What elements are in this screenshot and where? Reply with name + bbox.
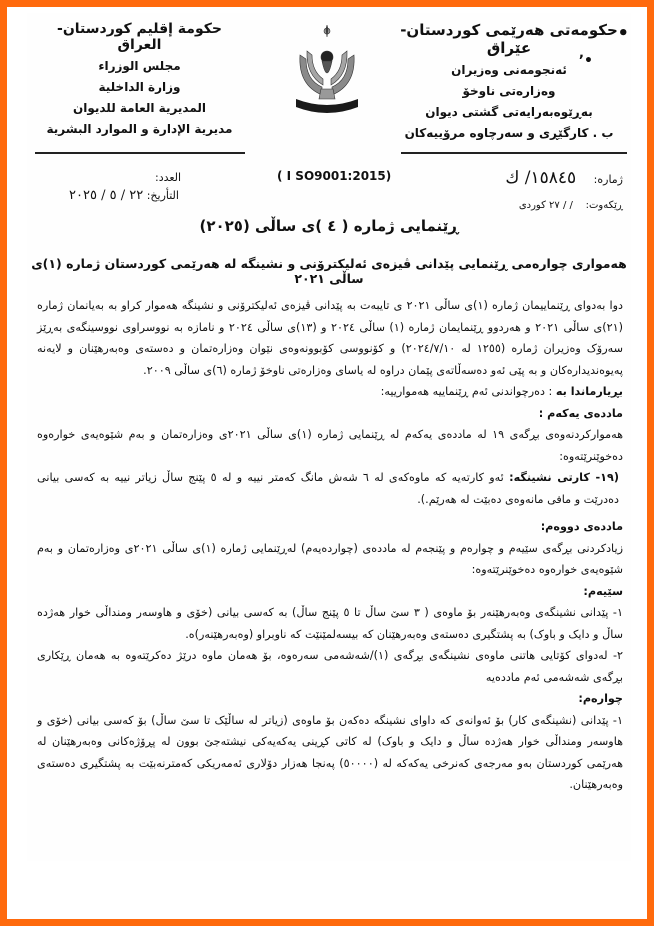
arabic-number	[155, 171, 181, 184]
document-frame	[7, 7, 647, 919]
mark-dot: •	[617, 23, 629, 44]
article-2-text: زیادكردنی بڕگەی سێیەم و چوارەم و پێنجەم لە ماددەی (چواردەیەم) لەڕێنمایی ژمارە (١)ی ساڵی ٢٠٢١ی وەزارەتمان و بەم شێوەیەی خوارەوە دەخوێنرێتەوە:	[37, 541, 623, 576]
arabic-date-value: ٢٢ / ٥ / ٢٠٢٥	[69, 188, 144, 203]
reference-number-value: ١٥٨٤٥/ ك	[505, 168, 577, 188]
intro-paragraph: دوا بەدوای ڕێنماییمان ژمارە (١)ی ساڵی ٢٠٢١ ی تایبەت بە پێدانی ڤیزەی ئەلیکترۆنی و نشینگە هەموار کراو بە بەیانمان ژمارە (٢١)ی ساڵی ٢٠٢١ و هەردوو ڕێنمایمان ژمارە (١) ساڵی ٢٠٢٤ و (١٣)ی ساڵی ٢٠٢٤ و نامازە بە نووسراوی نووسینگەی بەڕێز سەرۆک وەزیران ژمارە (١٢٥٥ لە ٢٠٢٤/٧/١٠) و کۆنووسی کۆبوونەوەی نێوان وەزارەتمان و دەستەی وەبەرهێنان و لایەنە پەیوەندیدارەکان و بە پێی ئەو دەسەڵاتەی پێمان دراوە لە یاسای وەزارەتی ناوخۆ ژمارە (٦)ی ساڵی ٢٠٠٩.	[37, 299, 623, 377]
kurdish-directorate-name: بەڕێوەبەرایەتی گشتی دیوان	[425, 105, 593, 119]
arabic-date	[69, 188, 179, 203]
article-1-quote-text: ئەو كارتەیە كە ماوەكەی لە ٦ شەش مانگ كەمتر نییە و لە ٥ پێنج ساڵ زیاتر نییە بە كەسی بیانی دەدرێت و مافی مانەوەی دەبێت لە هەرێم.).	[37, 471, 619, 506]
kurdish-council-name: ئەنجومەنی وەزیران	[451, 63, 567, 77]
mark-dot: ʼ•	[578, 53, 593, 69]
kurdish-government-name: حکومەتی هەرێمی کوردستان-عێراق	[400, 21, 618, 57]
iso-certification: ( I SO9001:2015)	[277, 169, 392, 183]
third-heading: سێیەم:	[583, 584, 623, 598]
reference-number-label: ژمارە:	[593, 173, 623, 186]
kurdish-date-label: ڕێکەوت:	[585, 200, 623, 211]
arabic-council-name: مجلس الوزراء	[98, 59, 181, 73]
third-item-2: ٢- لەدوای كۆتایی هاتنی ماوەی نشینگەی بڕگەی (١)/شەشەمی سەرەوە، بۆ هەمان ماوە درێژ دەكرێتەوە بە هەمان ڕێكاری بڕگەی شەشەمی ئەم ماددەیە	[37, 649, 623, 684]
fourth-item-1: ١- پێدانی (نشینگەی كار) بۆ ئەوانەی كە داوای نشینگە دەكەن بۆ ماوەی (زیاتر لە ساڵێک تا سێ ساڵ) بۆ كەسی بیانی (خۆی و هاوسەر ومنداڵی خوار هەژدە ساڵ و دایک و باوک) لە كاتی كڕینی یەكەیەكی نیشتەجێ بوون لە پڕۆژەكانی وەبەرهێنان لە هەرێمی كوردستان بەو مەرجەی كەنرخی یەكەكە لە (٥٠٠٠٠) پەنجا هەزار دۆلاری ئەمەریكی كەمترنەبێت بە پشتگیری دەستەی وەبەرهێنان.	[37, 713, 623, 791]
kurdish-letterhead	[399, 21, 619, 147]
official-letter	[27, 13, 631, 861]
third-item-1: ١- پێدانی نشینگەی وەبەرهێنەر بۆ ماوەی ( ٣ سێ ساڵ تا ٥ پێنج ساڵ) بە كەسی بیانی (خۆی و هاوسەر ومنداڵی خوار هەژدە ساڵ و دایک و باوک) بە پشتگیری دەستەی وەبەرهێنان كە بیسەلمێنێت كە ناوبراو (وەبەرهێنەر)ە.	[37, 606, 623, 641]
arabic-date-label: التأريخ:	[146, 189, 179, 202]
kurdish-date-value: / / ٢٧ کوردی	[518, 200, 573, 211]
decision-label: بڕیارماندا بە	[555, 385, 623, 398]
instruction-subject: هەمواری چوارەمی ڕێنمایی پێدانی ڤیزەی ئەلیکترۆنی و نشینگە لە هەرێمی کوردستان ژمارە (١)ی ساڵی ٢٠٢١	[31, 256, 627, 286]
article-1-quote	[37, 467, 623, 510]
article-1-quote-label: (١٩- كارتی نشینگە:	[509, 471, 619, 484]
letter-body	[37, 295, 623, 796]
kurdistan-emblem-icon	[292, 25, 362, 117]
fourth-heading: چوارەم:	[578, 692, 623, 705]
arabic-government-name: حكومة إقليم كوردستان-العراق	[57, 21, 222, 53]
header-divider-right	[401, 152, 627, 154]
kurdish-date	[519, 200, 623, 211]
article-1-heading: ماددەی یەکەم :	[538, 406, 623, 420]
kurdish-ministry-name: وەزارەتی ناوخۆ	[462, 84, 556, 98]
arabic-number-label: العدد:	[155, 171, 182, 184]
instruction-title: ڕێنمایی ژمارە ( ٤ )ی ساڵی (٢٠٢٥)	[199, 217, 459, 235]
article-1-text: هەمواركردنەوەی بڕگەی ١٩ لە ماددەی یەکەم لە ڕێنمایی ژمارە (١)ی ساڵی ٢٠٢١ی وەزارەتمان و بەم شێوەیەی خوارەوە دەخوێنرێتەوە:	[37, 428, 623, 463]
arabic-letterhead	[37, 21, 242, 143]
kurdish-department-name: ب . کارگێڕی و سەرچاوە مرۆییەکان	[404, 126, 614, 140]
article-2-heading: ماددەی دووەم:	[540, 520, 623, 533]
arabic-directorate-name: المديرية العامة للديوان	[72, 101, 207, 115]
reference-number	[505, 168, 623, 188]
arabic-department-name: مديرية الإدارة و الموارد البشرية	[46, 122, 233, 136]
arabic-ministry-name: وزارة الداخلية	[98, 80, 181, 94]
decision-line	[37, 381, 623, 403]
header-divider-left	[35, 152, 245, 154]
decision-text: : دەرچواندنی ئەم ڕێنماییە هەمواریيە:	[380, 385, 556, 398]
